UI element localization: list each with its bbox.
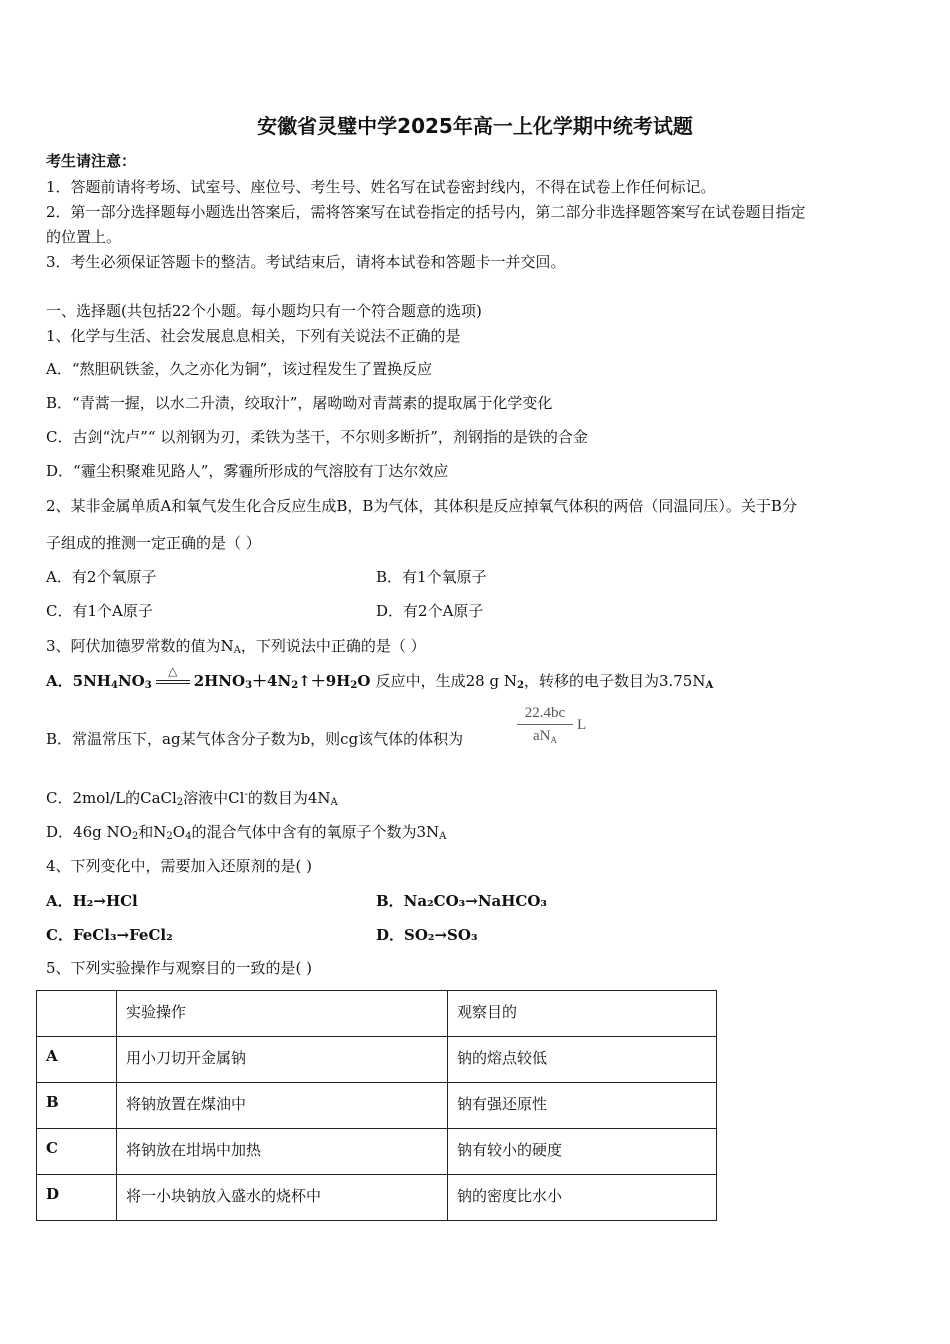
table-cell: 钠的密度比水小 bbox=[448, 1175, 717, 1221]
q4-option-b: B．Na₂CO₃→NaHCO₃ bbox=[376, 892, 547, 910]
table-header-row bbox=[37, 991, 717, 1037]
notice-item-3: 3．考生必须保证答题卡的整洁。考试结束后，请将本试卷和答题卡一并交回。 bbox=[46, 253, 566, 271]
table-header-cell: 实验操作 bbox=[117, 991, 448, 1037]
volume-unit: L bbox=[577, 717, 587, 733]
q1-option-a: A．“熬胆矾铁釜，久之亦化为铜”，该过程发生了置换反应 bbox=[46, 360, 433, 378]
table-cell: A bbox=[37, 1037, 117, 1083]
q2-stem-line1: 2、某非金属单质A和氧气发生化合反应生成B，B为气体，其体积是反应掉氧气体积的两倍（同温同压）。关于B分 bbox=[46, 497, 797, 515]
q3-stem: 3、阿伏加德罗常数的值为$N_A$，下列说法中正确的是（ ） bbox=[46, 637, 426, 656]
volume-fraction bbox=[517, 704, 573, 747]
q2-option-b: B．有1个氧原子 bbox=[376, 568, 487, 586]
notice-item-2-cont: 的位置上。 bbox=[46, 228, 122, 246]
q2-option-a: A．有2个氧原子 bbox=[46, 568, 157, 586]
table-cell: 钠有强还原性 bbox=[448, 1083, 717, 1129]
heating-condition bbox=[156, 664, 190, 689]
q2-stem-line2: 子组成的推测一定正确的是（ ） bbox=[46, 534, 261, 552]
notice-heading: 考生请注意： bbox=[46, 152, 137, 170]
table-cell: 将钠放置在煤油中 bbox=[117, 1083, 448, 1129]
q5-table bbox=[36, 990, 717, 1221]
q3-option-c: C．2mol/L的CaCl$_2$溶液中Cl-的数目为$4N_A$ bbox=[46, 789, 338, 808]
table-cell: B bbox=[37, 1083, 117, 1129]
q1-option-b: B．“青蒿一握，以水二升渍，绞取汁”，屠呦呦对青蒿素的提取属于化学变化 bbox=[46, 394, 553, 412]
q1-stem: 1、化学与生活、社会发展息息相关，下列有关说法不正确的是 bbox=[46, 327, 461, 345]
q3-option-b: B．常温常压下，ag某气体含分子数为b，则cg该气体的体积为 bbox=[46, 730, 464, 748]
notice-item-2: 2．第一部分选择题每小题选出答案后，需将答案写在试卷指定的括号内，第二部分非选择题答案写在试卷题目指定 bbox=[46, 203, 806, 221]
fraction-denominator: $aN_A$ bbox=[533, 728, 557, 745]
table-row bbox=[37, 1037, 717, 1083]
table-cell: D bbox=[37, 1175, 117, 1221]
q3-option-d: D．46g $NO_2$和$N_2O_4$的混合气体中含有的氧原子个数为$3N_A$ bbox=[46, 823, 447, 842]
table-cell: 将一小块钠放入盛水的烧杯中 bbox=[117, 1175, 448, 1221]
q1-option-d: D．“霾尘积聚难见路人”，雾霾所形成的气溶胶有丁达尔效应 bbox=[46, 462, 449, 480]
q4-option-c: C．FeCl₃→FeCl₂ bbox=[46, 926, 173, 944]
table-cell: 将钠放在坩埚中加热 bbox=[117, 1129, 448, 1175]
table-cell: 钠的熔点较低 bbox=[448, 1037, 717, 1083]
q4-option-d: D．SO₂→SO₃ bbox=[376, 926, 478, 944]
table-cell: 钠有较小的硬度 bbox=[448, 1129, 717, 1175]
table-header-cell: 观察目的 bbox=[448, 991, 717, 1037]
q2-option-d: D．有2个A原子 bbox=[376, 602, 484, 620]
q4-stem: 4、下列变化中，需要加入还原剂的是( ) bbox=[46, 857, 313, 875]
table-row bbox=[37, 1129, 717, 1175]
q5-stem: 5、下列实验操作与观察目的一致的是( ) bbox=[46, 959, 313, 977]
table-cell: C bbox=[37, 1129, 117, 1175]
table-header-cell bbox=[37, 991, 117, 1037]
section-heading: 一、选择题(共包括22个小题。每小题均只有一个符合题意的选项) bbox=[46, 302, 482, 320]
q4-option-a: A．H₂→HCl bbox=[46, 892, 138, 910]
q3-option-a: A．$5NH_4NO_3$ △ $2HNO_3+4N_2↑+9H_2O$ 反应中，生成28 g $N_2$，转移的电子数目为$3.75N_A$ bbox=[46, 664, 714, 691]
q2-option-c: C．有1个A原子 bbox=[46, 602, 153, 620]
triangle-icon: △ bbox=[168, 664, 178, 678]
page-title: 安徽省灵璧中学2025年高一上化学期中统考试题 bbox=[257, 114, 693, 138]
table-row bbox=[37, 1083, 717, 1129]
notice-item-1: 1．答题前请将考场、试室号、座位号、考生号、姓名写在试卷密封线内，不得在试卷上作任何标记。 bbox=[46, 178, 716, 196]
fraction-numerator: 22.4bc bbox=[517, 704, 573, 725]
q1-option-c: C．古剑“沈卢”“ 以剂钢为刃，柔铁为茎干，不尔则多断折”，剂钢指的是铁的合金 bbox=[46, 428, 588, 446]
table-cell: 用小刀切开金属钠 bbox=[117, 1037, 448, 1083]
table-row bbox=[37, 1175, 717, 1221]
